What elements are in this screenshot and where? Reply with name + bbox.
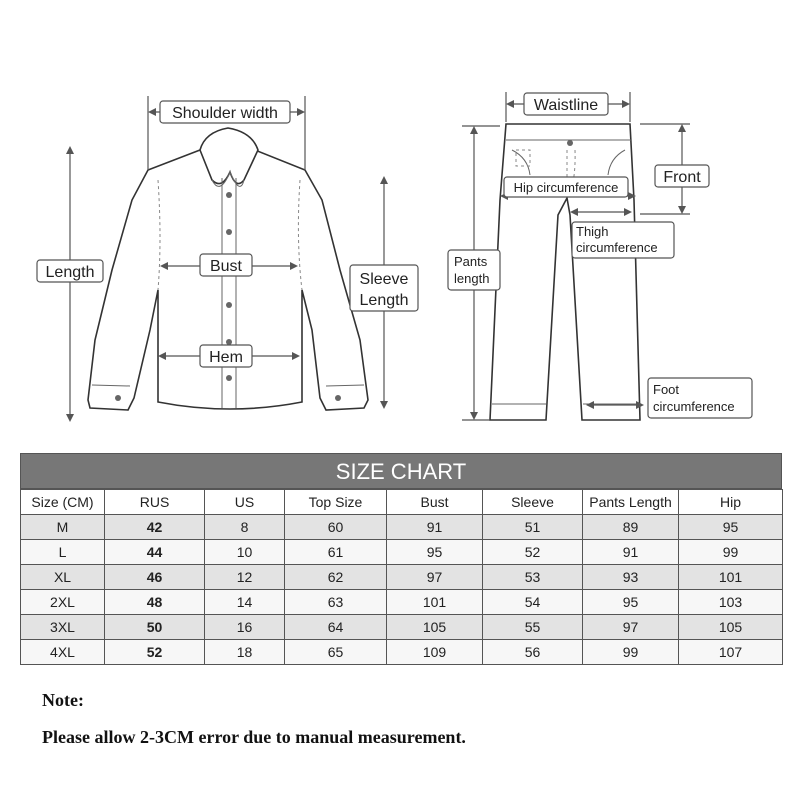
- table-cell: 97: [387, 565, 483, 590]
- table-cell: 64: [285, 615, 387, 640]
- table-cell: 105: [387, 615, 483, 640]
- col-header: Pants Length: [583, 490, 679, 515]
- bust-label: Bust: [209, 258, 243, 275]
- front-measure: [640, 124, 709, 214]
- foot-label-line1: Foot: [653, 382, 680, 397]
- front-label: Front: [663, 169, 701, 186]
- col-header: Hip: [679, 490, 783, 515]
- table-cell: 61: [285, 540, 387, 565]
- table-cell: 89: [583, 515, 679, 540]
- foot-label-line2: circumference: [653, 399, 735, 414]
- shoulder-width-label: Shoulder width: [172, 105, 278, 122]
- table-cell: 44: [105, 540, 205, 565]
- table-cell: 18: [205, 640, 285, 665]
- table-cell: 54: [483, 590, 583, 615]
- table-cell: 60: [285, 515, 387, 540]
- table-cell: 2XL: [21, 590, 105, 615]
- size-table: [20, 489, 783, 665]
- sleeve-label-line2: Length: [359, 292, 409, 309]
- table-cell: 51: [483, 515, 583, 540]
- pants-illustration: [490, 124, 640, 420]
- table-cell: M: [21, 515, 105, 540]
- hip-circumference-label: Hip circumference: [513, 180, 619, 195]
- pants-length-label-line1: Pants: [454, 254, 488, 269]
- table-cell: 63: [285, 590, 387, 615]
- col-header: Bust: [387, 490, 483, 515]
- table-cell: 12: [205, 565, 285, 590]
- table-cell: 99: [583, 640, 679, 665]
- table-cell: 95: [679, 515, 783, 540]
- table-cell: 91: [583, 540, 679, 565]
- thigh-label-line1: Thigh: [576, 224, 609, 239]
- size-chart: [20, 453, 782, 665]
- thigh-label-line2: circumference: [576, 240, 658, 255]
- col-header: Size (CM): [21, 490, 105, 515]
- hip-circumference-measure: [500, 177, 636, 200]
- table-cell: 48: [105, 590, 205, 615]
- table-cell: 103: [679, 590, 783, 615]
- waistline-measure: [506, 92, 630, 122]
- table-cell: 101: [679, 565, 783, 590]
- size-chart-title: SIZE CHART: [20, 453, 782, 489]
- table-cell: 46: [105, 565, 205, 590]
- table-cell: 52: [483, 540, 583, 565]
- length-label: Length: [45, 264, 95, 281]
- table-cell: 10: [205, 540, 285, 565]
- col-header: Top Size: [285, 490, 387, 515]
- note-title: Note:: [42, 690, 84, 710]
- note-section: [42, 690, 466, 748]
- table-row: [21, 540, 783, 565]
- hem-label: Hem: [209, 349, 243, 366]
- pants-length-label-line2: length: [454, 271, 490, 286]
- table-cell: 42: [105, 515, 205, 540]
- table-row: [21, 640, 783, 665]
- col-header: RUS: [105, 490, 205, 515]
- col-header: Sleeve: [483, 490, 583, 515]
- table-cell: 105: [679, 615, 783, 640]
- table-cell: 53: [483, 565, 583, 590]
- table-cell: 8: [205, 515, 285, 540]
- table-row: [21, 590, 783, 615]
- table-cell: 55: [483, 615, 583, 640]
- table-cell: L: [21, 540, 105, 565]
- table-cell: 97: [583, 615, 679, 640]
- table-row: [21, 615, 783, 640]
- table-cell: 91: [387, 515, 483, 540]
- waistline-label: Waistline: [533, 97, 599, 114]
- table-cell: 107: [679, 640, 783, 665]
- table-cell: 95: [387, 540, 483, 565]
- table-row: [21, 565, 783, 590]
- table-cell: 16: [205, 615, 285, 640]
- table-cell: 3XL: [21, 615, 105, 640]
- table-cell: 95: [583, 590, 679, 615]
- table-cell: 56: [483, 640, 583, 665]
- table-cell: 93: [583, 565, 679, 590]
- table-cell: 101: [387, 590, 483, 615]
- table-row: [21, 515, 783, 540]
- col-header: US: [205, 490, 285, 515]
- table-cell: 65: [285, 640, 387, 665]
- table-cell: 4XL: [21, 640, 105, 665]
- table-cell: XL: [21, 565, 105, 590]
- sleeve-label-line1: Sleeve: [359, 271, 409, 288]
- table-cell: 14: [205, 590, 285, 615]
- table-header-row: [21, 490, 783, 515]
- table-cell: 62: [285, 565, 387, 590]
- table-cell: 52: [105, 640, 205, 665]
- note-text: Please allow 2-3CM error due to manual measurement.: [42, 727, 466, 747]
- table-cell: 109: [387, 640, 483, 665]
- table-cell: 99: [679, 540, 783, 565]
- table-cell: 50: [105, 615, 205, 640]
